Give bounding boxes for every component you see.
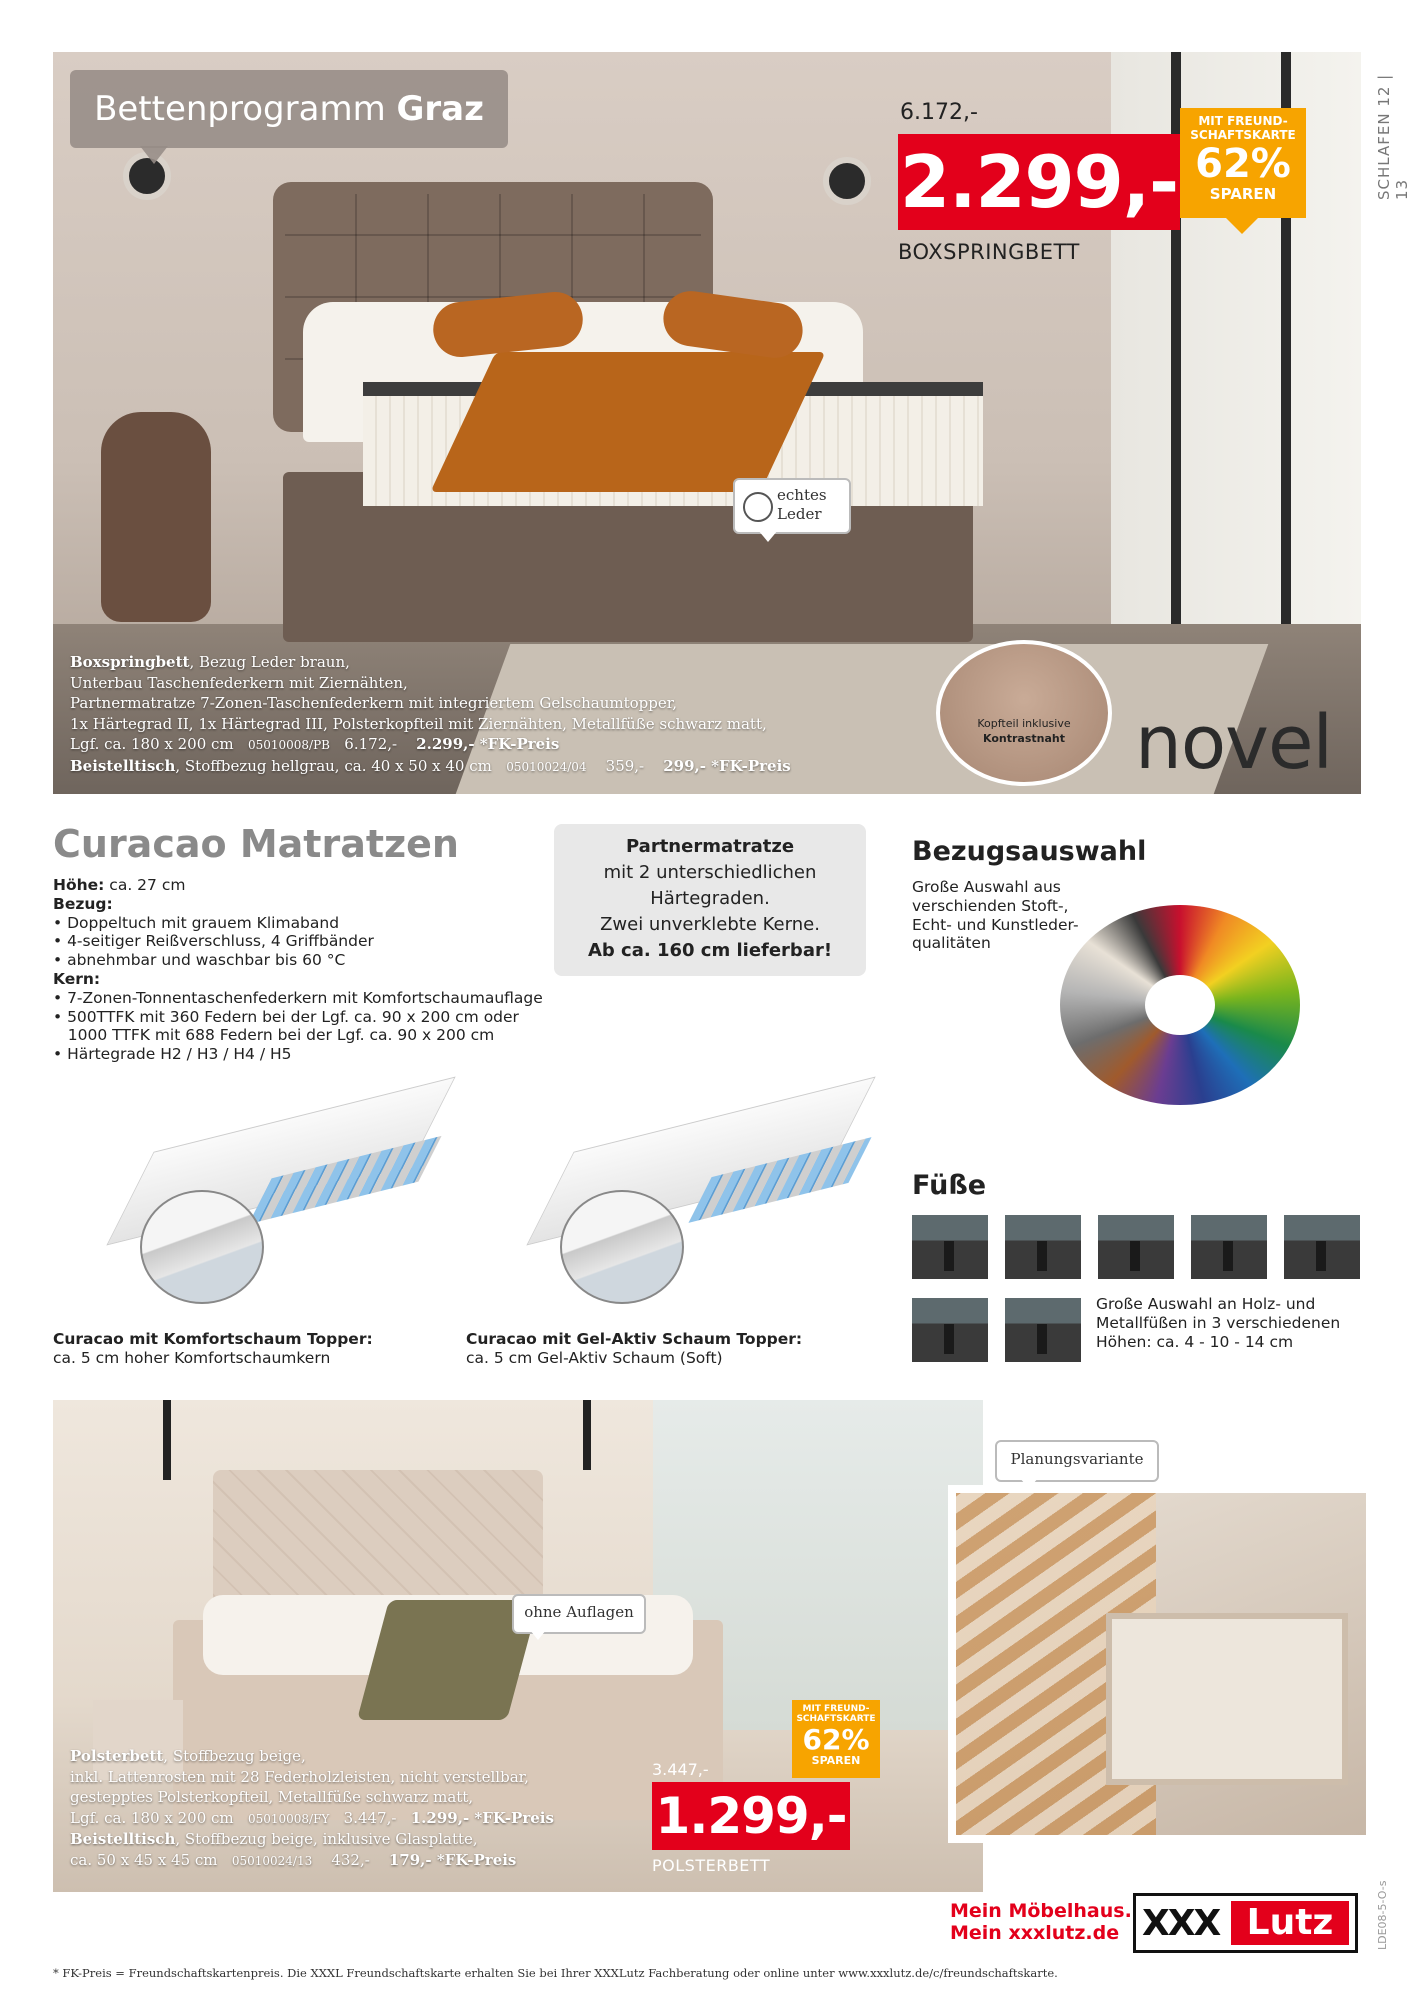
desc-line: gestepptes Polsterkopfteil, Metallfüße schwarz matt, (70, 1788, 474, 1806)
partner-line (554, 938, 866, 964)
desc-line: 1x Härtegrad II, 1x Härtegrad III, Polsterkopfteil mit Ziernähten, Metallfüße schwarz matt, (70, 714, 767, 733)
foot-option (1191, 1215, 1267, 1279)
article-number: 05010008/PB (247, 738, 330, 752)
badge-line (1180, 114, 1306, 142)
caption-title: Curacao mit Komfortschaum Topper: (53, 1330, 373, 1348)
desc-line: inkl. Lattenrosten mit 28 Federholzleisten, nicht verstellbar, (70, 1767, 529, 1786)
partner-line: mit 2 unterschiedlichen (603, 862, 817, 883)
caption-text: ca. 5 cm Gel-Aktiv Schaum (Soft) (466, 1349, 723, 1367)
desc-line (70, 652, 791, 673)
article-number: 05010024/13 (231, 1853, 313, 1868)
storage-bed-photo (948, 1485, 1374, 1843)
slogan-line: Mein Möbelhaus. (950, 1900, 1132, 1922)
foot-leg (1130, 1241, 1140, 1271)
polsterbett-description (70, 1746, 554, 1871)
size: Lgf. ca. 180 x 200 cm (70, 1808, 234, 1827)
spec-text: ca. 27 cm (104, 876, 186, 894)
tag-pointer (758, 530, 778, 542)
savings-badge (792, 1700, 880, 1778)
size: ca. 50 x 45 x 45 cm (70, 1850, 218, 1869)
spec-line: • abnehmbar und waschbar bis 60 °C (53, 951, 346, 970)
title-bold: Graz (396, 89, 484, 129)
caption-title: Curacao mit Gel-Aktiv Schaum Topper: (466, 1330, 803, 1348)
foot-leg (1037, 1324, 1047, 1354)
spec-line: • 4-seitiger Reißverschluss, 4 Griffbänder (53, 932, 374, 951)
detail-text: Kontrastnaht (983, 732, 1065, 745)
fusse-title: Füße (912, 1170, 987, 1201)
foot-leg (1223, 1241, 1233, 1271)
partner-line: Härtegraden. (650, 888, 770, 909)
tag-pointer (530, 1630, 546, 1640)
partner-line: Zwei unverklebte Kerne. (600, 914, 820, 935)
bed-throw (430, 352, 825, 492)
desc-text: , Stoffbezug beige, inklusive Glasplatte, (175, 1830, 478, 1848)
fk-price: 299,- *FK-Preis (663, 756, 791, 775)
spec-line (53, 970, 543, 989)
badge-text: MIT FREUND- (802, 1704, 870, 1714)
spec-bold: Bezug: (53, 894, 113, 913)
tag-line: echtes (777, 486, 827, 504)
tag-pointer (1020, 1478, 1038, 1489)
old-price: 6.172,- (344, 735, 398, 753)
spec-line: • Härtegrade H2 / H3 / H4 / H5 (53, 1045, 292, 1064)
fk-price: 1.299,- *FK-Preis (410, 1808, 554, 1827)
foot-option (912, 1298, 988, 1362)
footnote: * FK-Preis = Freundschaftskartenpreis. Die XXXL Freundschaftskarte erhalten Sie bei Ihrer XXXLutz Fachberatung oder online unter www.xxxlutz.de/c/freundschaftskarte. (53, 1966, 1058, 1980)
badge-line (792, 1704, 880, 1724)
bezug-line: qualitäten (912, 934, 991, 953)
mattress-gel-illustration (500, 1060, 890, 1280)
bezug-line: Echt- und Kunstleder- (912, 915, 1079, 934)
mattress-zoom (560, 1190, 684, 1304)
headboard-detail-zoom (936, 640, 1112, 786)
print-code: LDE08-5-O-s (1376, 1880, 1389, 1950)
mattress2-caption (466, 1330, 802, 1368)
section-label: SCHLAFEN 12 | 13 (1375, 73, 1411, 200)
swatch-center (1145, 975, 1215, 1035)
desc-bold: Beistelltisch (70, 1830, 176, 1848)
mattress-comfort-illustration (90, 1060, 450, 1280)
bezug-line: verschienden Stoft-, (912, 896, 1069, 915)
logo-lutz: Lutz (1231, 1901, 1349, 1945)
desc-line: Unterbau Taschenfederkern mit Ziernähten, (70, 673, 408, 692)
mattress1-caption (53, 1330, 373, 1368)
spec-line: • 7-Zonen-Tonnentaschenfederkern mit Komfortschaumauflage (53, 988, 543, 1007)
badge-pointer (1226, 218, 1258, 234)
leather-hide-icon (743, 492, 773, 522)
foot-option (1098, 1215, 1174, 1279)
desc-text: , Bezug Leder braun, (189, 653, 350, 671)
partner-line (554, 834, 866, 860)
pendant-lamp-icon (583, 1400, 591, 1470)
badge-text: SCHAFTSKARTE (796, 1714, 876, 1724)
curacao-specs (53, 876, 543, 1064)
desc-line (70, 1746, 554, 1767)
slogan (950, 1900, 1132, 1944)
product-type: POLSTERBETT (652, 1856, 771, 1875)
leather-tag (733, 478, 851, 534)
foot-leg (1037, 1241, 1047, 1271)
planning-variant-tag: Planungsvariante (995, 1440, 1159, 1482)
spec-line (53, 895, 543, 914)
desc-line (70, 1829, 554, 1850)
fusse-line: Metallfüßen in 3 verschiedenen (1096, 1313, 1341, 1332)
spec-line: • Doppeltuch mit grauem Klimaband (53, 913, 340, 932)
fk-price: 2.299,- *FK-Preis (416, 735, 560, 753)
storage-compartment (1106, 1613, 1348, 1785)
savings-badge (1180, 108, 1306, 218)
article-number: 05010008/FY (247, 1811, 330, 1826)
foot-option (1005, 1215, 1081, 1279)
desc-text: , Stoffbezug beige, (163, 1747, 306, 1765)
mattress-zoom (140, 1190, 264, 1304)
desc-bold: Beistelltisch (70, 756, 176, 775)
old-price: 359,- (605, 756, 645, 775)
leather-tag-text (777, 486, 827, 524)
foot-option (912, 1215, 988, 1279)
desc-text: , Stoffbezug hellgrau, ca. 40 x 50 x 40 cm (175, 756, 492, 775)
side-table (101, 412, 211, 622)
spec-line (53, 876, 543, 895)
spec-bold: Kern: (53, 969, 101, 988)
product-type: BOXSPRINGBETT (898, 240, 1080, 264)
size: Lgf. ca. 180 x 200 cm (70, 735, 234, 753)
hero-description (70, 652, 791, 777)
foot-leg (944, 1241, 954, 1271)
partner-bold: Ab ca. 160 cm lieferbar! (587, 940, 833, 961)
badge-percent: 62% (802, 1723, 870, 1756)
old-price: 3.447,- (652, 1760, 709, 1779)
caption-text: ca. 5 cm hoher Komfortschaumkern (53, 1349, 331, 1367)
foot-option (1005, 1298, 1081, 1362)
curacao-title: Curacao Matratzen (53, 822, 459, 866)
bezug-text (912, 878, 1079, 953)
detail-label (940, 716, 1108, 746)
badge-line: SPAREN (811, 1754, 861, 1767)
price-tag: 2.299,- (898, 134, 1180, 230)
foot-option (1284, 1215, 1360, 1279)
desc-line (70, 1850, 554, 1872)
bezug-title: Bezugsauswahl (912, 836, 1147, 867)
fusse-text (1096, 1295, 1340, 1351)
tag-line: Leder (777, 505, 822, 523)
spec-bold: Höhe: (53, 876, 105, 894)
xxxlutz-logo (1133, 1893, 1358, 1953)
old-price: 6.172,- (900, 100, 978, 125)
desc-line (70, 1808, 554, 1830)
price-tag: 1.299,- (652, 1782, 850, 1850)
foot-leg (944, 1324, 954, 1354)
logo-xxx: XXX (1142, 1903, 1220, 1944)
wall-lamp-icon (823, 157, 871, 205)
fk-price: 179,- *FK-Preis (388, 1850, 517, 1869)
desc-bold: Boxspringbett (70, 653, 190, 671)
spec-line: 1000 TTFK mit 688 Federn bei der Lgf. ca. 90 x 200 cm (53, 1026, 495, 1045)
without-pads-tag: ohne Auflagen (512, 1594, 646, 1634)
detail-text: Kopfteil inklusive (977, 717, 1071, 730)
pendant-lamp-icon (163, 1400, 171, 1480)
bezug-line: Große Auswahl aus (912, 878, 1061, 896)
fusse-line: Höhen: ca. 4 - 10 - 14 cm (1096, 1332, 1294, 1351)
spec-line: • 500TTFK mit 360 Federn bei der Lgf. ca. 90 x 200 cm oder (53, 1007, 519, 1026)
fusse-line: Große Auswahl an Holz- und (1096, 1295, 1316, 1313)
desc-bold: Polsterbett (70, 1747, 164, 1765)
desc-line (70, 756, 791, 778)
title-pointer (140, 146, 168, 164)
foot-leg (1316, 1241, 1326, 1271)
article-number: 05010024/04 (506, 759, 587, 774)
badge-text: MIT FREUND- (1198, 114, 1288, 128)
brand-logo: novel (1135, 700, 1333, 786)
badge-text: SCHAFTSKARTE (1190, 128, 1296, 142)
desc-line (70, 734, 791, 756)
badge-line: SPAREN (1209, 185, 1277, 203)
slogan-line: Mein xxxlutz.de (950, 1922, 1120, 1944)
old-price: 3.447,- (343, 1808, 397, 1827)
hero-title (70, 70, 508, 148)
desc-line: Partnermatratze 7-Zonen-Taschenfederkern mit integriertem Gelschaumtopper, (70, 694, 678, 712)
badge-percent: 62% (1195, 141, 1291, 187)
title-regular: Bettenprogramm (94, 89, 397, 129)
old-price: 432,- (331, 1850, 370, 1869)
partner-title: Partnermatratze (625, 836, 795, 857)
partner-mattress-box (554, 824, 866, 976)
